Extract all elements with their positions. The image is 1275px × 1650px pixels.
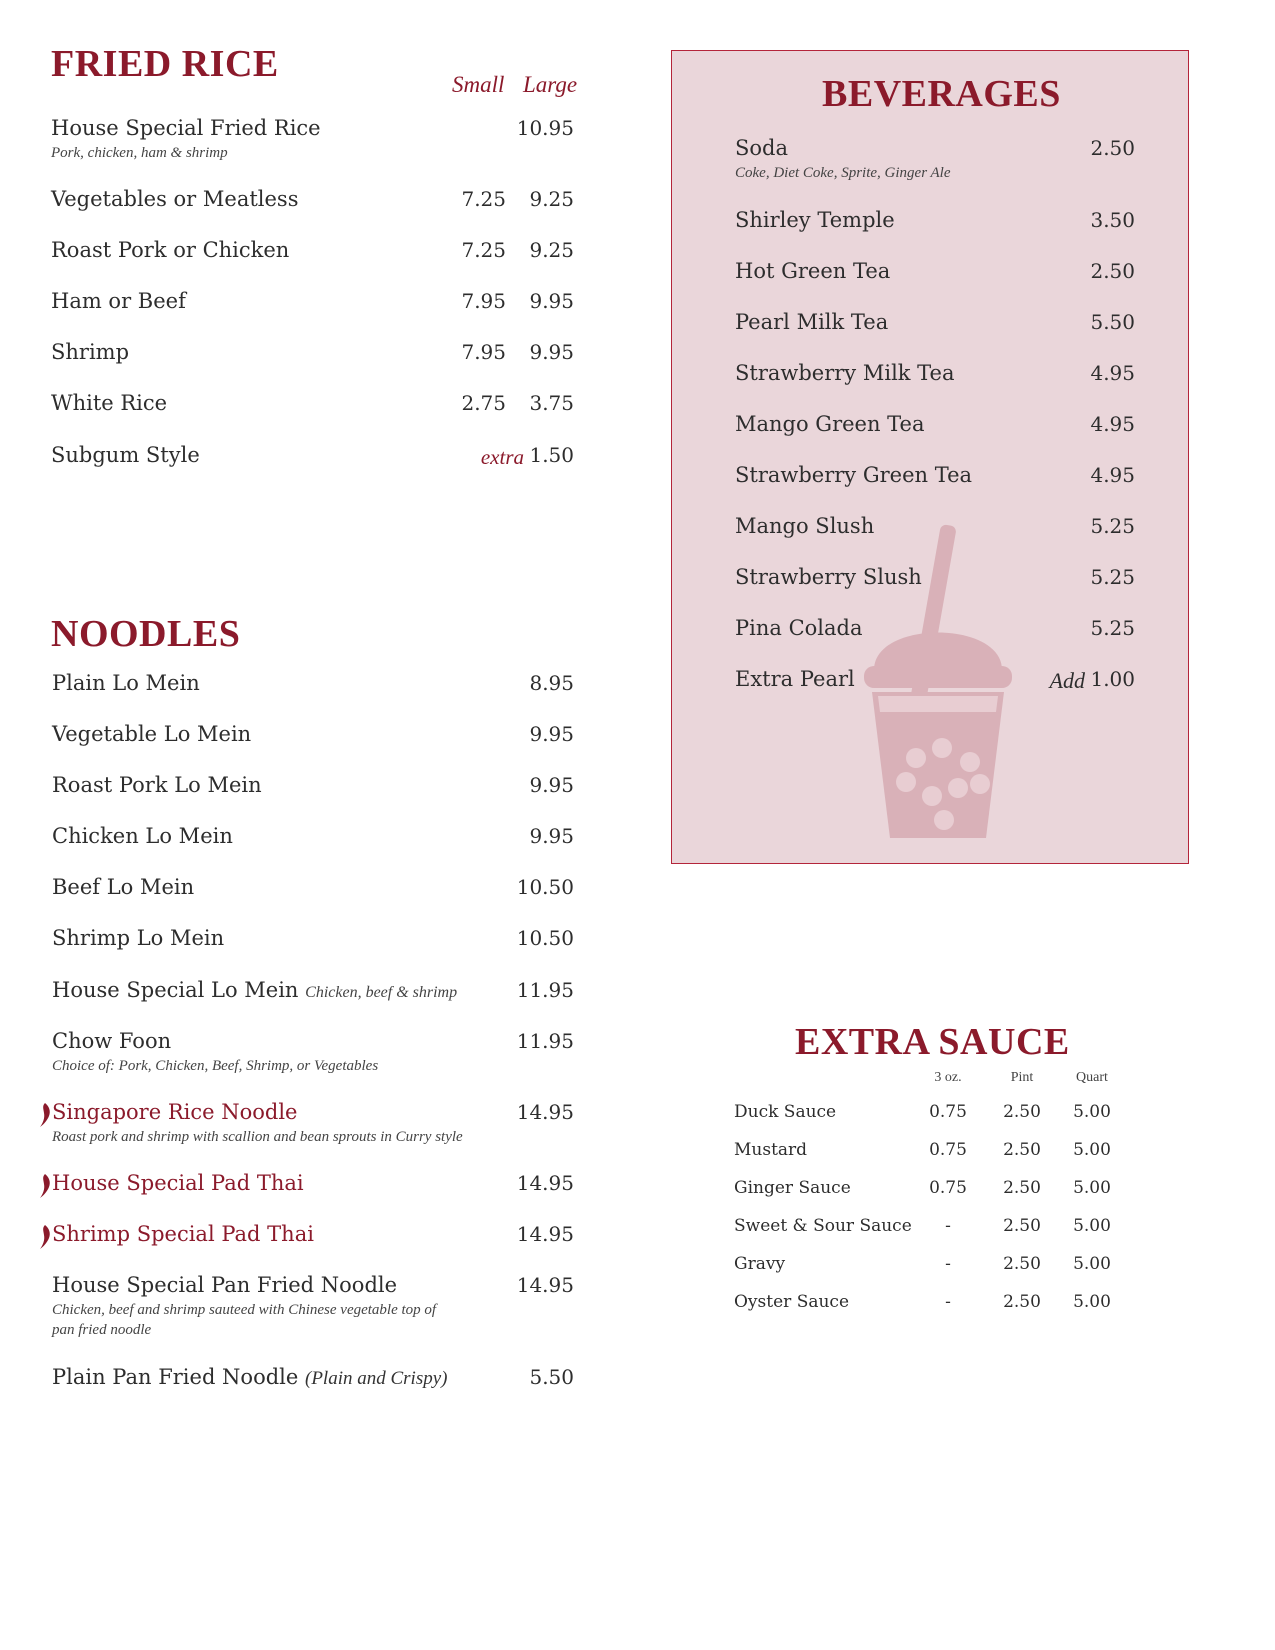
price-small: 7.95 [461,340,506,364]
item-inline-desc: Chicken, beef & shrimp [305,984,458,1001]
item-name: Shrimp Lo Mein [52,926,225,950]
item-price: 2.50 [1090,136,1135,160]
beverage-item [735,136,1135,181]
item-price: 1.00 [1090,667,1135,691]
item-name: Strawberry Milk Tea [735,361,955,385]
noodle-item [52,1365,574,1405]
noodle-item [52,978,574,1018]
noodles-title: NOODLES [51,613,241,655]
beverages-title: BEVERAGES [822,73,1061,115]
item-price: 9.95 [529,773,574,797]
sauce-quart: 5.00 [1073,1292,1111,1312]
item-name: House Special Pad Thai [52,1171,304,1195]
price-large: 9.95 [529,340,574,364]
col-3oz-label: 3 oz. [934,1070,962,1085]
item-name: Strawberry Green Tea [735,463,973,487]
noodle-item [52,671,574,711]
extra-sauce-title: EXTRA SAUCE [795,1021,1070,1063]
item-desc-line: pan fried noodle [52,1322,152,1338]
sauce-row [734,1102,1114,1132]
sauce-pint: 2.50 [1003,1254,1041,1274]
sauce-pint: 2.50 [1003,1292,1041,1312]
item-price: 4.95 [1090,412,1135,436]
item-price: 5.25 [1090,514,1135,538]
price-small: 7.25 [461,238,506,262]
extra-label: extra [480,445,524,469]
item-name: Pearl Milk Tea [735,310,889,334]
item-desc: Roast pork and shrimp with scallion and bean sprouts in Curry style [52,1129,463,1145]
item-price: 14.95 [516,1273,574,1297]
sauce-name: Ginger Sauce [734,1178,851,1198]
item-price: 11.95 [516,978,574,1002]
item-desc [52,1300,436,1340]
item-price: 11.95 [516,1029,574,1053]
beverage-item [735,667,1135,707]
item-desc: Pork, chicken, ham & shrimp [51,145,228,161]
sauce-pint: 2.50 [1003,1102,1041,1122]
item-name: Subgum Style [51,443,200,467]
price-large: 10.95 [516,116,574,140]
item-name: Vegetable Lo Mein [52,722,252,746]
item-name: Strawberry Slush [735,565,922,589]
item-price: 5.50 [529,1365,574,1389]
item-name: Beef Lo Mein [52,875,195,899]
item-name: House Special Pan Fried Noodle [52,1273,398,1297]
item-desc: Choice of: Pork, Chicken, Beef, Shrimp, or Vegetables [52,1058,379,1074]
noodle-item [52,1100,574,1145]
item-name: Ham or Beef [51,289,186,313]
item-price: 5.25 [1090,565,1135,589]
sauce-quart: 5.00 [1073,1254,1111,1274]
beverage-item [735,310,1135,350]
item-name: Roast Pork Lo Mein [52,773,262,797]
item-name-text: House Special Lo Mein [52,978,299,1002]
item-name: Plain Lo Mein [52,671,200,695]
sauce-name: Duck Sauce [734,1102,837,1122]
item-name: House Special Fried Rice [51,116,321,140]
item-name: Extra Pearl [735,667,855,691]
price-large: 9.95 [529,289,574,313]
item-name: Chicken Lo Mein [52,824,233,848]
noodle-item [52,875,574,915]
beverage-item [735,361,1135,401]
noodle-item [52,1273,574,1338]
sauce-pint: 2.50 [1003,1216,1041,1236]
item-price: 5.25 [1090,616,1135,640]
item-name: Shrimp Special Pad Thai [52,1222,314,1246]
item-price: 5.50 [1090,310,1135,334]
fried-rice-title: FRIED RICE [51,43,279,85]
beverage-item [735,616,1135,656]
beverage-item [735,259,1135,299]
noodle-item [52,1222,574,1262]
item-name: Hot Green Tea [735,259,891,283]
sauce-name: Oyster Sauce [734,1292,849,1312]
item-name: Chow Foon [52,1029,172,1053]
price-small: 7.95 [461,289,506,313]
sauce-row [734,1254,1114,1284]
sauce-3oz: 0.75 [929,1102,967,1122]
sauce-quart: 5.00 [1073,1216,1111,1236]
sauce-name: Gravy [734,1254,786,1274]
sauce-row [734,1216,1114,1246]
item-name: Shirley Temple [735,208,895,232]
sauce-3oz: 0.75 [929,1140,967,1160]
fried-rice-item [51,391,574,431]
item-price: 4.95 [1090,361,1135,385]
item-price: 4.95 [1090,463,1135,487]
fried-rice-item [51,340,574,380]
sauce-pint: 2.50 [1003,1140,1041,1160]
noodle-item [52,1029,574,1074]
item-price: 9.95 [529,722,574,746]
add-label: Add [1049,668,1085,693]
item-name: Vegetables or Meatless [51,187,299,211]
item-name: Roast Pork or Chicken [51,238,290,262]
chili-pepper-icon [39,1225,51,1249]
item-paren-desc: (Plain and Crispy) [305,1368,448,1389]
price-large: 9.25 [529,187,574,211]
sauce-3oz: - [945,1254,951,1274]
beverage-item [735,565,1135,605]
sauce-row [734,1140,1114,1170]
price-small: 2.75 [461,391,506,415]
sauce-quart: 5.00 [1073,1178,1111,1198]
sauce-quart: 5.00 [1073,1140,1111,1160]
col-pint-label: Pint [1010,1070,1034,1085]
item-name: Singapore Rice Noodle [52,1100,298,1124]
noodle-item [52,824,574,864]
fried-rice-item [51,187,574,227]
fried-rice-item [51,289,574,329]
item-name: Mango Green Tea [735,412,925,436]
item-price: 3.50 [1090,208,1135,232]
beverage-item [735,463,1135,503]
noodle-item [52,926,574,966]
chili-pepper-icon [39,1103,51,1127]
sauce-3oz: - [945,1216,951,1236]
beverage-item [735,412,1135,452]
price-large: 1.50 [529,443,574,467]
item-name: Shrimp [51,340,130,364]
noodle-item [52,1171,574,1211]
price-large: 9.25 [529,238,574,262]
price-small: 7.25 [461,187,506,211]
sauce-3oz: - [945,1292,951,1312]
item-name: Mango Slush [735,514,875,538]
fried-rice-item [51,116,574,161]
item-price: 2.50 [1090,259,1135,283]
noodle-item [52,722,574,762]
beverage-item [735,514,1135,554]
sauce-row [734,1292,1114,1322]
sauce-row [734,1178,1114,1208]
item-price: 10.50 [516,926,574,950]
item-name: Soda [735,136,788,160]
beverage-item [735,208,1135,248]
fried-rice-item [51,238,574,278]
chili-pepper-icon [39,1174,51,1198]
col-small-label: Small [452,72,505,97]
item-name [52,978,457,1002]
item-name: White Rice [51,391,168,415]
item-name [52,1365,448,1390]
item-price: 14.95 [516,1100,574,1124]
item-desc-line: Chicken, beef and shrimp sauteed with Chinese vegetable top of [52,1302,437,1318]
sauce-3oz: 0.75 [929,1178,967,1198]
item-price: 14.95 [516,1171,574,1195]
col-large-label: Large [523,72,578,97]
sauce-name: Sweet & Sour Sauce [734,1216,912,1236]
item-price: 8.95 [529,671,574,695]
item-price: 9.95 [529,824,574,848]
item-price: 14.95 [516,1222,574,1246]
item-price: 10.50 [516,875,574,899]
noodle-item [52,773,574,813]
fried-rice-item [51,443,574,483]
sauce-quart: 5.00 [1073,1102,1111,1122]
sauce-name: Mustard [734,1140,808,1160]
item-desc: Coke, Diet Coke, Sprite, Ginger Ale [735,165,951,181]
item-name: Pina Colada [735,616,863,640]
price-large: 3.75 [529,391,574,415]
item-name-text: Plain Pan Fried Noodle [52,1365,299,1389]
col-quart-label: Quart [1076,1070,1108,1085]
sauce-pint: 2.50 [1003,1178,1041,1198]
